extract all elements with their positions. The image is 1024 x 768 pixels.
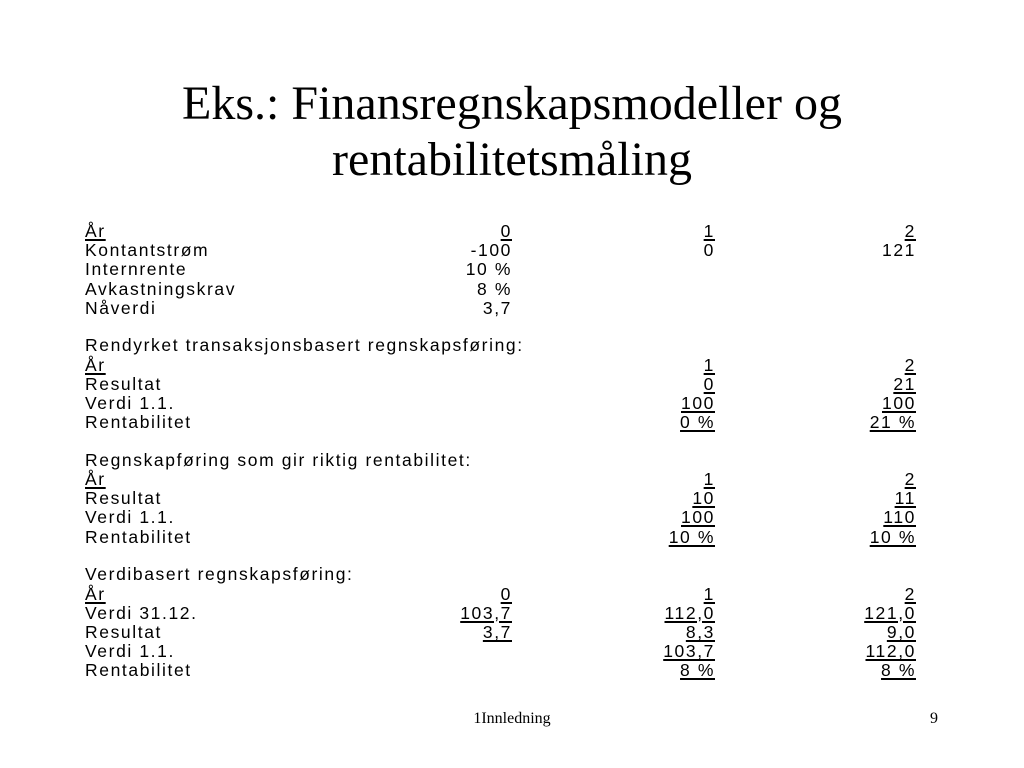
- cell-value: 9,0: [886, 621, 916, 642]
- footer-section-name: 1Innledning: [473, 710, 551, 727]
- cell-value: 21 %: [869, 412, 916, 433]
- table-row: [85, 241, 920, 260]
- row-label: Resultat: [85, 621, 162, 642]
- section-heading: [85, 565, 920, 584]
- year-label: År: [85, 469, 106, 490]
- cell-value: 103,7: [460, 602, 512, 623]
- year-label: År: [85, 221, 106, 241]
- cell-value: 3,7: [482, 297, 512, 318]
- slide-title: [0, 76, 1024, 188]
- cell-value: 3,7: [482, 621, 512, 642]
- cell-value: 103,7: [663, 641, 715, 662]
- cell-value: 8 %: [680, 660, 715, 681]
- cell-value: 11: [894, 488, 916, 509]
- year-1: 1: [703, 583, 715, 604]
- table-row: [85, 413, 920, 432]
- cell-value: 100: [882, 393, 916, 413]
- cell-value: 8,3: [685, 621, 715, 642]
- table-row: [85, 508, 920, 527]
- table-row: [85, 528, 920, 547]
- cell-value: 10: [692, 488, 715, 509]
- year-label: År: [85, 354, 106, 375]
- row-label: Verdi 1.1.: [85, 641, 175, 662]
- row-label: Rentabilitet: [85, 412, 192, 433]
- row-label: Resultat: [85, 488, 162, 509]
- row-label: Kontantstrøm: [85, 240, 210, 261]
- table-row-year: [85, 356, 920, 375]
- row-label: Resultat: [85, 373, 162, 394]
- section-heading-text: Rendyrket transaksjonsbasert regnskapsføring:: [85, 335, 524, 356]
- year-2: 2: [904, 354, 916, 375]
- table-row: [85, 394, 920, 413]
- cell-value: 121,0: [864, 602, 916, 623]
- year-1: 1: [703, 221, 715, 241]
- cell-value: 10 %: [869, 526, 916, 547]
- section-heading-text: Regnskapføring som gir riktig rentabilitet:: [85, 449, 472, 470]
- cell-value: -100: [470, 240, 512, 261]
- page-number: 9: [930, 710, 938, 727]
- row-label: Verdi 1.1.: [85, 393, 175, 413]
- year-2: 2: [904, 469, 916, 490]
- data-table: [85, 222, 920, 680]
- row-label: Rentabilitet: [85, 526, 192, 547]
- row-label: Verdi 31.12.: [85, 602, 198, 623]
- cell-value: 10 %: [668, 526, 715, 547]
- cell-value: 110: [883, 507, 916, 528]
- row-label: Verdi 1.1.: [85, 507, 175, 528]
- table-row: [85, 280, 920, 299]
- table-row: [85, 260, 920, 279]
- table-row-year: [85, 585, 920, 604]
- row-label: Nåverdi: [85, 297, 157, 318]
- table-row: [85, 623, 920, 642]
- cell-value: 21: [893, 373, 916, 394]
- table-row-year: [85, 222, 920, 241]
- year-0: 0: [500, 583, 512, 604]
- year-0: 0: [500, 221, 512, 241]
- section-heading: [85, 451, 920, 470]
- cell-value: 8 %: [477, 278, 512, 299]
- cell-value: 112,0: [664, 602, 715, 623]
- section-heading: [85, 336, 920, 355]
- table-row: [85, 642, 920, 661]
- cell-value: 0 %: [680, 412, 715, 433]
- year-2: 2: [904, 221, 916, 241]
- table-row: [85, 299, 920, 318]
- year-1: 1: [703, 469, 715, 490]
- cell-value: 8 %: [881, 660, 916, 681]
- row-label: Avkastningskrav: [85, 278, 237, 299]
- section-heading-text: Verdibasert regnskapsføring:: [85, 564, 354, 585]
- year-label: År: [85, 583, 106, 604]
- cell-value: 10 %: [465, 259, 512, 280]
- table-row: [85, 375, 920, 394]
- cell-value: 100: [681, 507, 715, 528]
- table-row: [85, 604, 920, 623]
- cell-value: 112,0: [865, 641, 916, 662]
- slide-title-line-1: Eks.: Finansregnskapsmodeller og: [182, 77, 842, 130]
- cell-value: 0: [703, 240, 715, 261]
- row-label: Rentabilitet: [85, 660, 192, 681]
- table-row: [85, 489, 920, 508]
- year-1: 1: [703, 354, 715, 375]
- cell-value: 100: [681, 393, 715, 413]
- table-row-year: [85, 470, 920, 489]
- slide-title-line-2: rentabilitetsmåling: [332, 133, 692, 186]
- table-row: [85, 661, 920, 680]
- row-label: Internrente: [85, 259, 188, 280]
- year-2: 2: [904, 583, 916, 604]
- cell-value: 0: [703, 373, 715, 394]
- cell-value: 121: [882, 240, 916, 261]
